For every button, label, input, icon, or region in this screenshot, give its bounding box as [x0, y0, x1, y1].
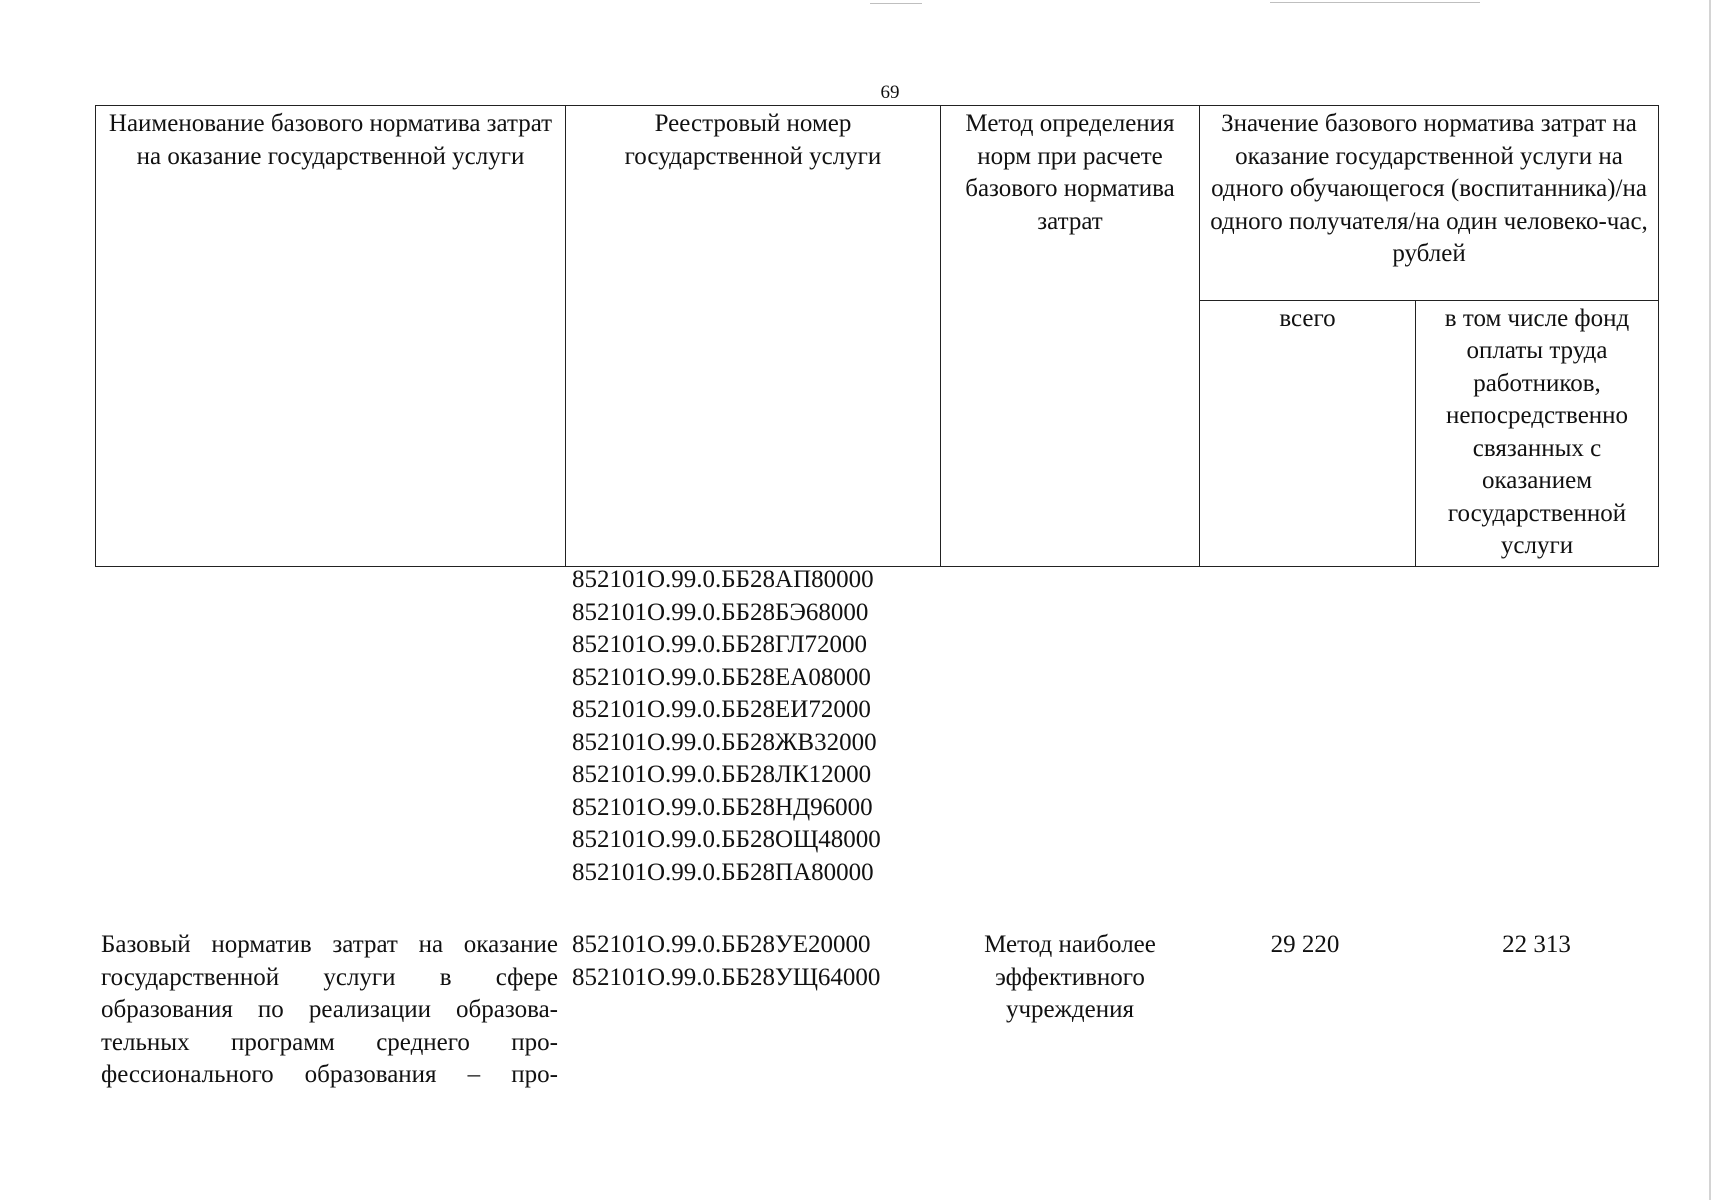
service-name-line: Базовый норматив затрат на оказание — [101, 931, 558, 958]
header-method: Метод определения норм при расчете базового норматива затрат — [941, 106, 1200, 567]
page-number: 69 — [880, 82, 900, 103]
header-fot: в том числе фонд оплаты труда работников, непосредственно связанных с оказанием государственной услуги — [1416, 300, 1659, 566]
registry-code: 852101О.99.0.ББ28ЕА08000 — [572, 663, 871, 691]
registry-code: 852101О.99.0.ББ28АП80000 — [572, 566, 874, 593]
row-method: Метод наиболее эффективного учреждения — [984, 931, 1156, 1023]
registry-code: 852101О.99.0.ББ28УЩ64000 — [572, 963, 881, 991]
registry-code: 852101О.99.0.ББ28БЭ68000 — [572, 598, 869, 626]
registry-code: 852101О.99.0.ББ28ЕИ72000 — [572, 696, 871, 723]
row-registry-codes — [572, 929, 942, 994]
registry-code: 852101О.99.0.ББ28ОЩ48000 — [572, 826, 881, 853]
row-service-name — [101, 929, 558, 1092]
service-name-line: фессионального образования – про- — [101, 1061, 558, 1088]
header-total: всего — [1200, 300, 1416, 566]
header-name: Наименование базового норматива затрат на оказание государственной услуги — [96, 106, 566, 567]
registry-code: 852101О.99.0.ББ28ГЛ72000 — [572, 631, 868, 658]
scan-artifact-line — [1270, 2, 1480, 3]
registry-code: 852101О.99.0.ББ28ЛК12000 — [572, 761, 872, 788]
table-header — [95, 105, 1659, 567]
service-name-line: тельных программ среднего про- — [101, 1028, 558, 1056]
registry-code: 852101О.99.0.ББ28НД96000 — [572, 793, 873, 821]
header-value: Значение базового норматива затрат на оказание государственной услуги на одного обучающегося (воспитанника)/на одного получателя/на один человеко-час, рублей — [1200, 106, 1659, 301]
scan-artifact-line — [870, 3, 922, 4]
header-registry-number: Реестровый номер государственной услуги — [566, 106, 941, 567]
registry-code: 852101О.99.0.ББ28ЖВ32000 — [572, 728, 877, 756]
registry-code: 852101О.99.0.ББ28УЕ20000 — [572, 931, 871, 958]
service-name-line: государственной услуги в сфере — [101, 963, 558, 991]
continued-codes-list — [572, 564, 942, 889]
registry-code: 852101О.99.0.ББ28ПА80000 — [572, 858, 874, 886]
row-fot-value: 22 313 — [1502, 931, 1571, 958]
service-name-line: образования по реализации образова- — [101, 996, 558, 1023]
row-total-value: 29 220 — [1270, 931, 1340, 958]
